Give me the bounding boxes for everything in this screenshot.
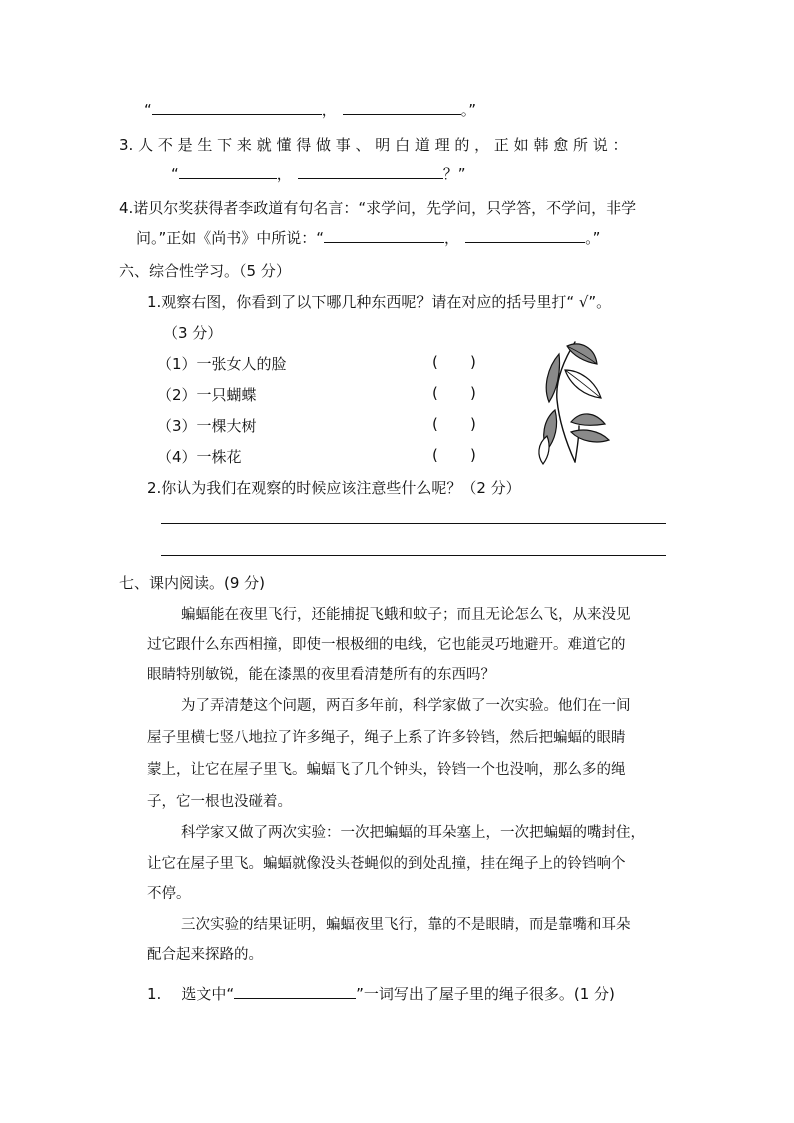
answer-line[interactable]: [161, 523, 666, 524]
answer-blank[interactable]: [465, 226, 585, 243]
answer-blank[interactable]: [152, 98, 322, 115]
question-4-answer: 问。”正如《尚书》中所说：“ ， 。”: [136, 226, 600, 248]
option-face: （1）一张女人的脸: [157, 355, 287, 373]
option-tree-close: ): [470, 415, 476, 433]
section-7-heading: 七、课内阅读。(9 分): [119, 574, 266, 592]
section-6-heading: 六、综合性学习。（5 分）: [119, 262, 291, 280]
reading-line: 配合起来探路的。: [147, 947, 263, 963]
answer-line-prev: “ ， 。”: [144, 98, 476, 120]
option-flower: （4）一株花: [157, 448, 242, 466]
face-leaves-illusion-icon: [535, 340, 615, 465]
option-face-open[interactable]: (: [432, 353, 438, 371]
section-7-q1: 1. 选文中“ ”一词写出了屋子里的绳子很多。(1 分): [147, 982, 615, 1004]
answer-blank[interactable]: [324, 226, 444, 243]
reading-line: 过它跟什么东西相撞，即使一根极细的电线，它也能灵巧地避开。难道它的: [147, 637, 626, 653]
option-tree: （3）一棵大树: [157, 417, 257, 435]
reading-line: 蒙上，让它在屋子里飞。蝙蝠飞了几个钟头，铃铛一个也没响，那么多的绳: [147, 762, 626, 778]
reading-line: 三次实验的结果证明，蝙蝠夜里飞行，靠的不是眼睛，而是靠嘴和耳朵: [181, 917, 631, 933]
answer-blank[interactable]: [343, 98, 461, 115]
option-flower-close: ): [470, 446, 476, 464]
option-butterfly: （2）一只蝴蝶: [157, 386, 257, 404]
option-butterfly-close: ): [470, 384, 476, 402]
reading-line: 为了弄清楚这个问题，两百多年前，科学家做了一次实验。他们在一间: [181, 698, 631, 714]
option-tree-open[interactable]: (: [432, 415, 438, 433]
section-6-q2: 2.你认为我们在观察的时候应该注意些什么呢？（2 分）: [147, 479, 521, 497]
reading-line: 子，它一根也没碰着。: [147, 794, 292, 810]
question-4: 4.诺贝尔奖获得者李政道有句名言：“求学问，先学问，只学答，不学问，非学: [119, 199, 637, 217]
option-butterfly-open[interactable]: (: [432, 384, 438, 402]
option-flower-open[interactable]: (: [432, 446, 438, 464]
answer-blank[interactable]: [298, 162, 443, 179]
reading-line: 不停。: [147, 886, 191, 902]
question-3-answer: “ ， ？”: [171, 162, 466, 184]
option-face-close: ): [470, 353, 476, 371]
reading-line: 科学家又做了两次实验：一次把蝙蝠的耳朵塞上，一次把蝙蝠的嘴封住，: [181, 825, 645, 841]
reading-line: 眼睛特别敏锐，能在漆黑的夜里看清楚所有的东西吗？: [147, 667, 495, 683]
answer-line[interactable]: [161, 555, 666, 556]
section-6-q1: 1.观察右图，你看到了以下哪几种东西呢？请在对应的括号里打“ √”。: [147, 293, 612, 311]
section-6-q1-score: （3 分）: [163, 324, 223, 342]
answer-blank[interactable]: [234, 982, 356, 999]
answer-blank[interactable]: [179, 162, 277, 179]
reading-line: 蝙蝠能在夜里飞行，还能捕捉飞蛾和蚊子；而且无论怎么飞，从来没见: [181, 607, 631, 623]
question-3: 3. 人 不 是 生 下 来 就 懂 得 做 事 、 明 白 道 理 的 ， 正 如 韩 愈 所 说 ：: [119, 136, 628, 154]
reading-line: 让它在屋子里飞。蝙蝠就像没头苍蝇似的到处乱撞，挂在绳子上的铃铛响个: [147, 856, 626, 872]
reading-line: 屋子里横七竖八地拉了许多绳子，绳子上系了许多铃铛，然后把蝙蝠的眼睛: [147, 730, 626, 746]
